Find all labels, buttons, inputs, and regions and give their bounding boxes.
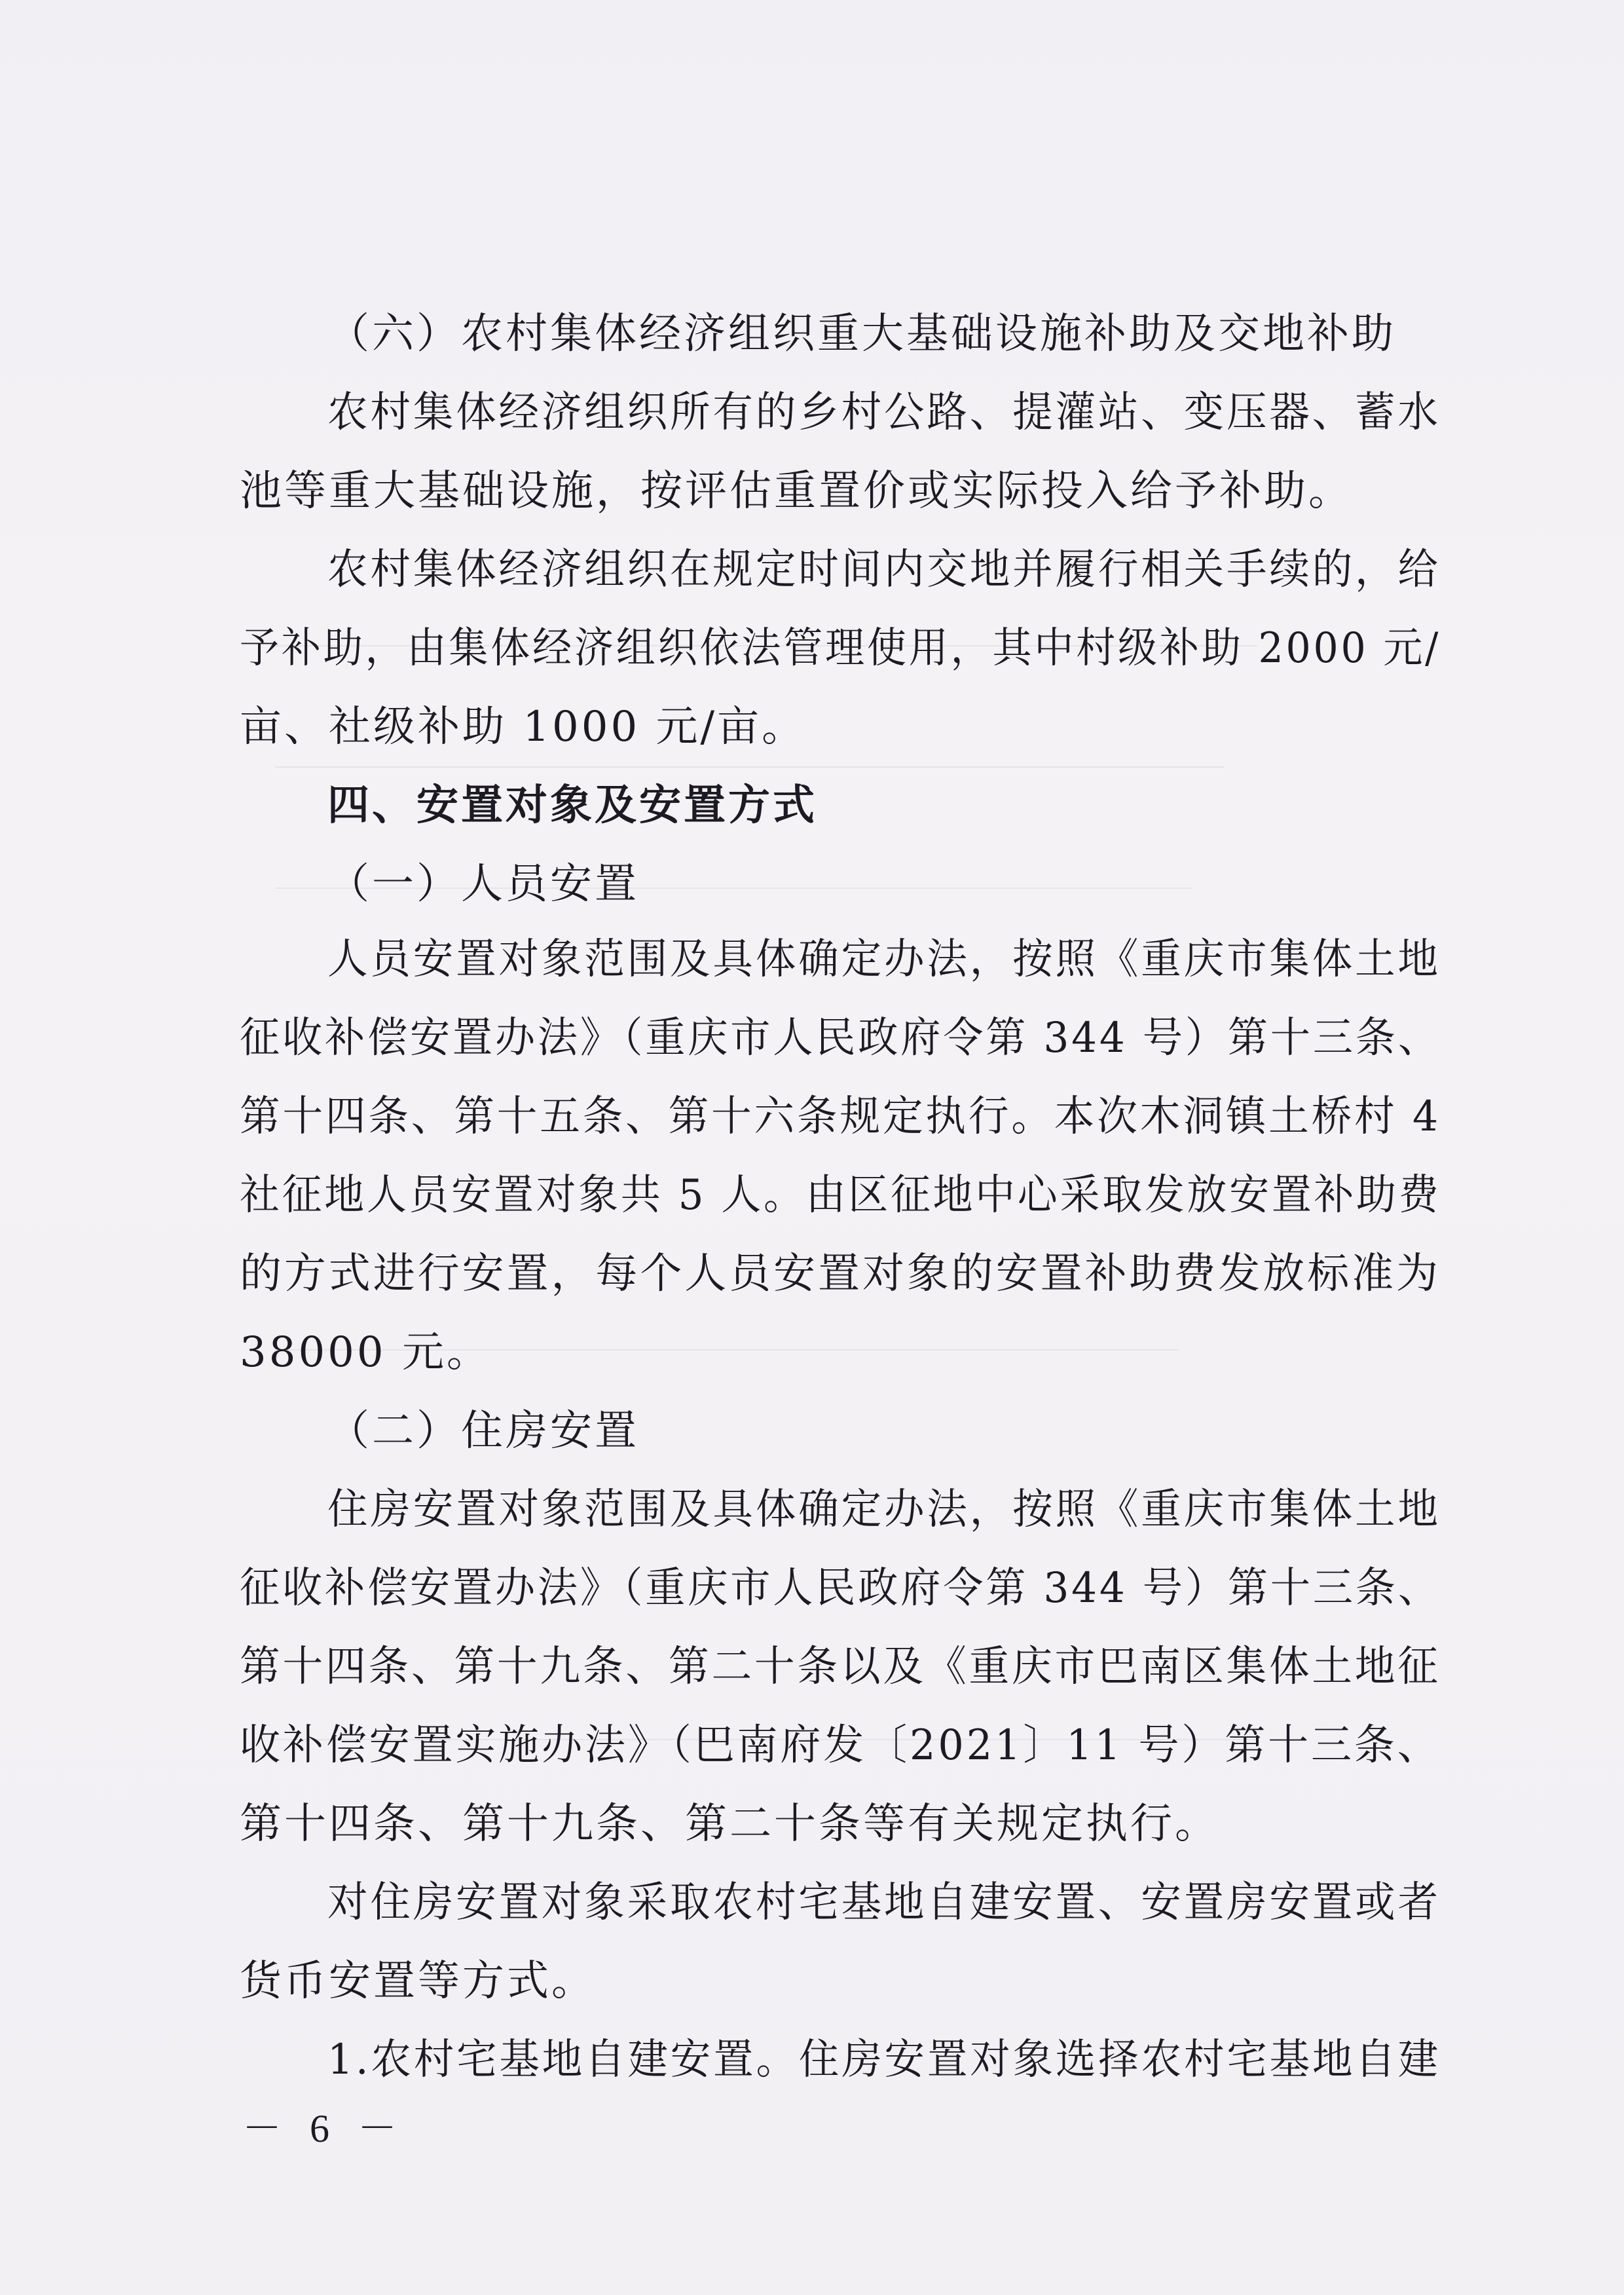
page-number: － 6 － — [242, 2107, 406, 2150]
paragraph-line: 收补偿安置实施办法》（巴南府发〔2021〕11 号）第十三条、 — [240, 1721, 1441, 1770]
section-heading-4: 四、安置对象及安置方式 — [327, 781, 817, 830]
paragraph-line: 池等重大基础设施，按评估重置价或实际投入给予补助。 — [240, 467, 1353, 515]
paragraph-line: 货币安置等方式。 — [240, 1957, 596, 2006]
section-heading-6: （六）农村集体经济组织重大基础设施补助及交地补助 — [327, 310, 1396, 358]
paragraph-line: 住房安置对象范围及具体确定办法，按照《重庆市集体土地 — [327, 1485, 1441, 1534]
paragraph-line: 1.农村宅基地自建安置。住房安置对象选择农村宅基地自建 — [327, 2036, 1441, 2084]
paragraph-line: 第十四条、第十九条、第二十条等有关规定执行。 — [240, 1800, 1219, 1848]
scan-shadow-line — [275, 766, 1225, 768]
paragraph-line: 农村集体经济组织所有的乡村公路、提灌站、变压器、蓄水 — [327, 388, 1441, 437]
paragraph-line: 第十四条、第十九条、第二十条以及《重庆市巴南区集体土地征 — [240, 1643, 1441, 1691]
paragraph-line: 亩、社级补助 1000 元/亩。 — [240, 703, 807, 751]
paragraph-line: 的方式进行安置，每个人员安置对象的安置补助费发放标准为 — [240, 1250, 1441, 1298]
subsection-heading-2: （二）住房安置 — [327, 1407, 639, 1455]
paragraph-line: 人员安置对象范围及具体确定办法，按照《重庆市集体土地 — [327, 935, 1441, 984]
paragraph-line: 征收补偿安置办法》（重庆市人民政府令第 344 号）第十三条、 — [240, 1014, 1441, 1062]
paragraph-line: 社征地人员安置对象共 5 人。由区征地中心采取发放安置补助费 — [240, 1171, 1441, 1220]
paragraph-line: 征收补偿安置办法》（重庆市人民政府令第 344 号）第十三条、 — [240, 1564, 1441, 1613]
paragraph-line: 对住房安置对象采取农村宅基地自建安置、安置房安置或者 — [327, 1878, 1441, 1927]
paragraph-line: 38000 元。 — [240, 1328, 491, 1377]
paragraph-line: 第十四条、第十五条、第十六条规定执行。本次木洞镇土桥村 4 — [240, 1092, 1441, 1141]
paragraph-line: 农村集体经济组织在规定时间内交地并履行相关手续的，给 — [327, 546, 1441, 594]
subsection-heading-1: （一）人员安置 — [327, 860, 639, 908]
paragraph-line: 予补助，由集体经济组织依法管理使用，其中村级补助 2000 元/ — [240, 624, 1441, 673]
